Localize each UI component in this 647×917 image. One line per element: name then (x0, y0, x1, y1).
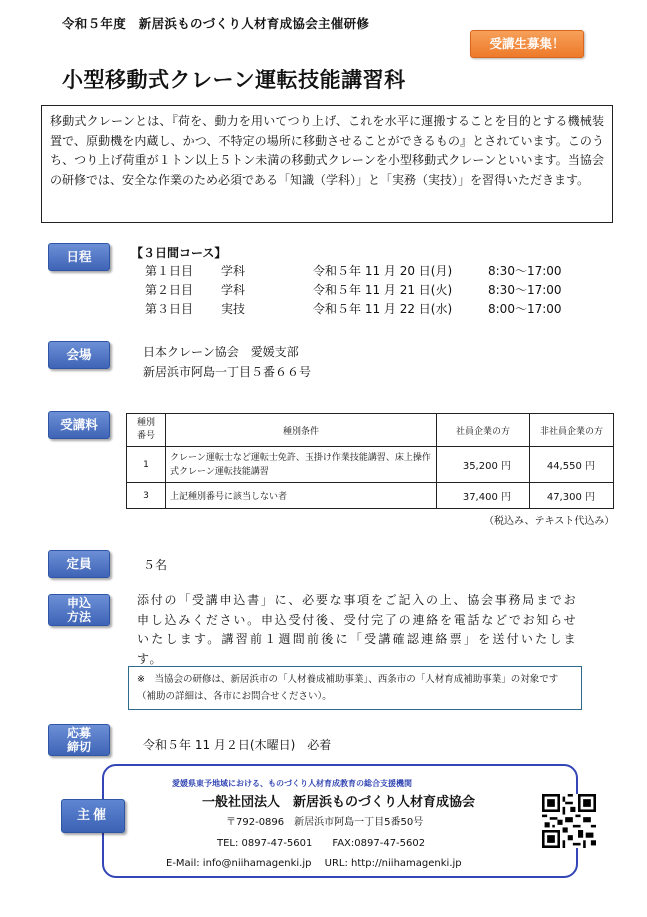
schedule-time: 8:00～17:00 (488, 302, 562, 316)
host-label: 主催 (61, 799, 125, 833)
fee-label: 受講料 (48, 411, 110, 439)
fee-table (126, 413, 614, 509)
row-code: 1 (127, 447, 166, 483)
header-subtitle: 令和５年度 新居浜ものづくり人材育成協会主催研修 (62, 16, 370, 31)
schedule-label: 日程 (48, 243, 110, 271)
deadline-value: 令和５年 11 月２日(木曜日) 必着 (143, 738, 332, 752)
host-tel-fax: TEL: 0897-47-5601 FAX:0897-47-5602 (217, 838, 426, 849)
table-header-row (127, 414, 614, 447)
capacity-label: 定員 (48, 550, 110, 578)
row-code: 3 (127, 483, 166, 509)
venue-label: 会場 (48, 341, 110, 369)
table-row (127, 447, 614, 483)
schedule-time: 8:30～17:00 (488, 264, 562, 278)
application-label: 申込 方法 (48, 594, 110, 626)
schedule-date: 令和５年 11 月 20 日(月) (313, 264, 453, 278)
venue-name: 日本クレーン協会 愛媛支部 (143, 345, 299, 359)
application-text: 添付の「受講申込書」に、必要な事項をご記入の上、協会事務局までお申し込みください。申込受付後、受付完了の連絡を電話などでお知らせいたします。講習前１週間前後に「受講確認連絡票」を送付いたします。 (137, 593, 577, 666)
capacity-value: ５名 (143, 558, 168, 572)
schedule-date: 令和５年 11 月 21 日(火) (313, 283, 453, 297)
row-member-fee: 37,400 円 (437, 483, 530, 509)
schedule-type: 実技 (221, 302, 246, 316)
column-header-code: 種別 番号 (127, 414, 166, 447)
schedule-type: 学科 (221, 264, 246, 278)
fee-note: （税込み、テキスト代込み） (484, 516, 615, 527)
schedule-day: 第２日目 (145, 283, 194, 297)
schedule-date: 令和５年 11 月 22 日(水) (313, 302, 453, 316)
recruiting-badge: 受講生募集！ (470, 30, 584, 58)
row-member-fee: 35,200 円 (437, 447, 530, 483)
qr-code-icon (542, 794, 596, 848)
schedule-day: 第３日目 (145, 302, 194, 316)
subsidy-note: ※ 当協会の研修は、新居浜市の「人材養成補助事業」、西条市の「人材育成補助事業」の対象です（補助の詳細は、各市にお問合せください）。 (128, 666, 582, 710)
table-row (127, 483, 614, 509)
schedule-type: 学科 (221, 283, 246, 297)
schedule-time: 8:30～17:00 (488, 283, 562, 297)
row-condition: 上記種別番号に該当しない者 (166, 483, 437, 509)
intro-text: 移動式クレーンとは、『荷を、動力を用いてつり上げ、これを水平に運搬することを目的とする機械装置で、原動機を内蔵し、かつ、不特定の場所に移動させることができるもの』とされています。このうち、つり上げ荷重が１トン以上５トン未満の移動式クレーンを小型移動式クレーンといいます。当協会の研修では、安全な作業のため必須である「知識（学科）」と「実務（実技）」を習得いただきます。 (41, 105, 613, 223)
host-address: 〒792-0896 新居浜市阿島一丁目5番50号 (226, 817, 424, 828)
row-nonmember-fee: 47,300 円 (530, 483, 614, 509)
host-tagline: 愛媛県東予地域における、ものづくり人材育成教育の総合支援機関 (172, 779, 412, 788)
deadline-label: 応募 締切 (48, 724, 110, 756)
column-header-condition: 種別条件 (166, 414, 437, 447)
page-title: 小型移動式クレーン運転技能講習科 (62, 68, 406, 92)
row-nonmember-fee: 44,550 円 (530, 447, 614, 483)
row-condition: クレーン運転士など運転士免許、玉掛け作業技能講習、床上操作式クレーン運転技能講習 (166, 447, 437, 483)
schedule-day: 第１日目 (145, 264, 194, 278)
host-email-url: E-Mail: info@niihamagenki.jp URL: http://niihamagenki.jp (166, 858, 462, 869)
host-organization: 一般社団法人 新居浜ものづくり人材育成協会 (202, 795, 476, 810)
column-header-nonmember: 非社員企業の方 (530, 414, 614, 447)
venue-address: 新居浜市阿島一丁目５番６６号 (143, 365, 312, 379)
column-header-member: 社員企業の方 (437, 414, 530, 447)
course-name: 【３日間コース】 (131, 246, 227, 260)
